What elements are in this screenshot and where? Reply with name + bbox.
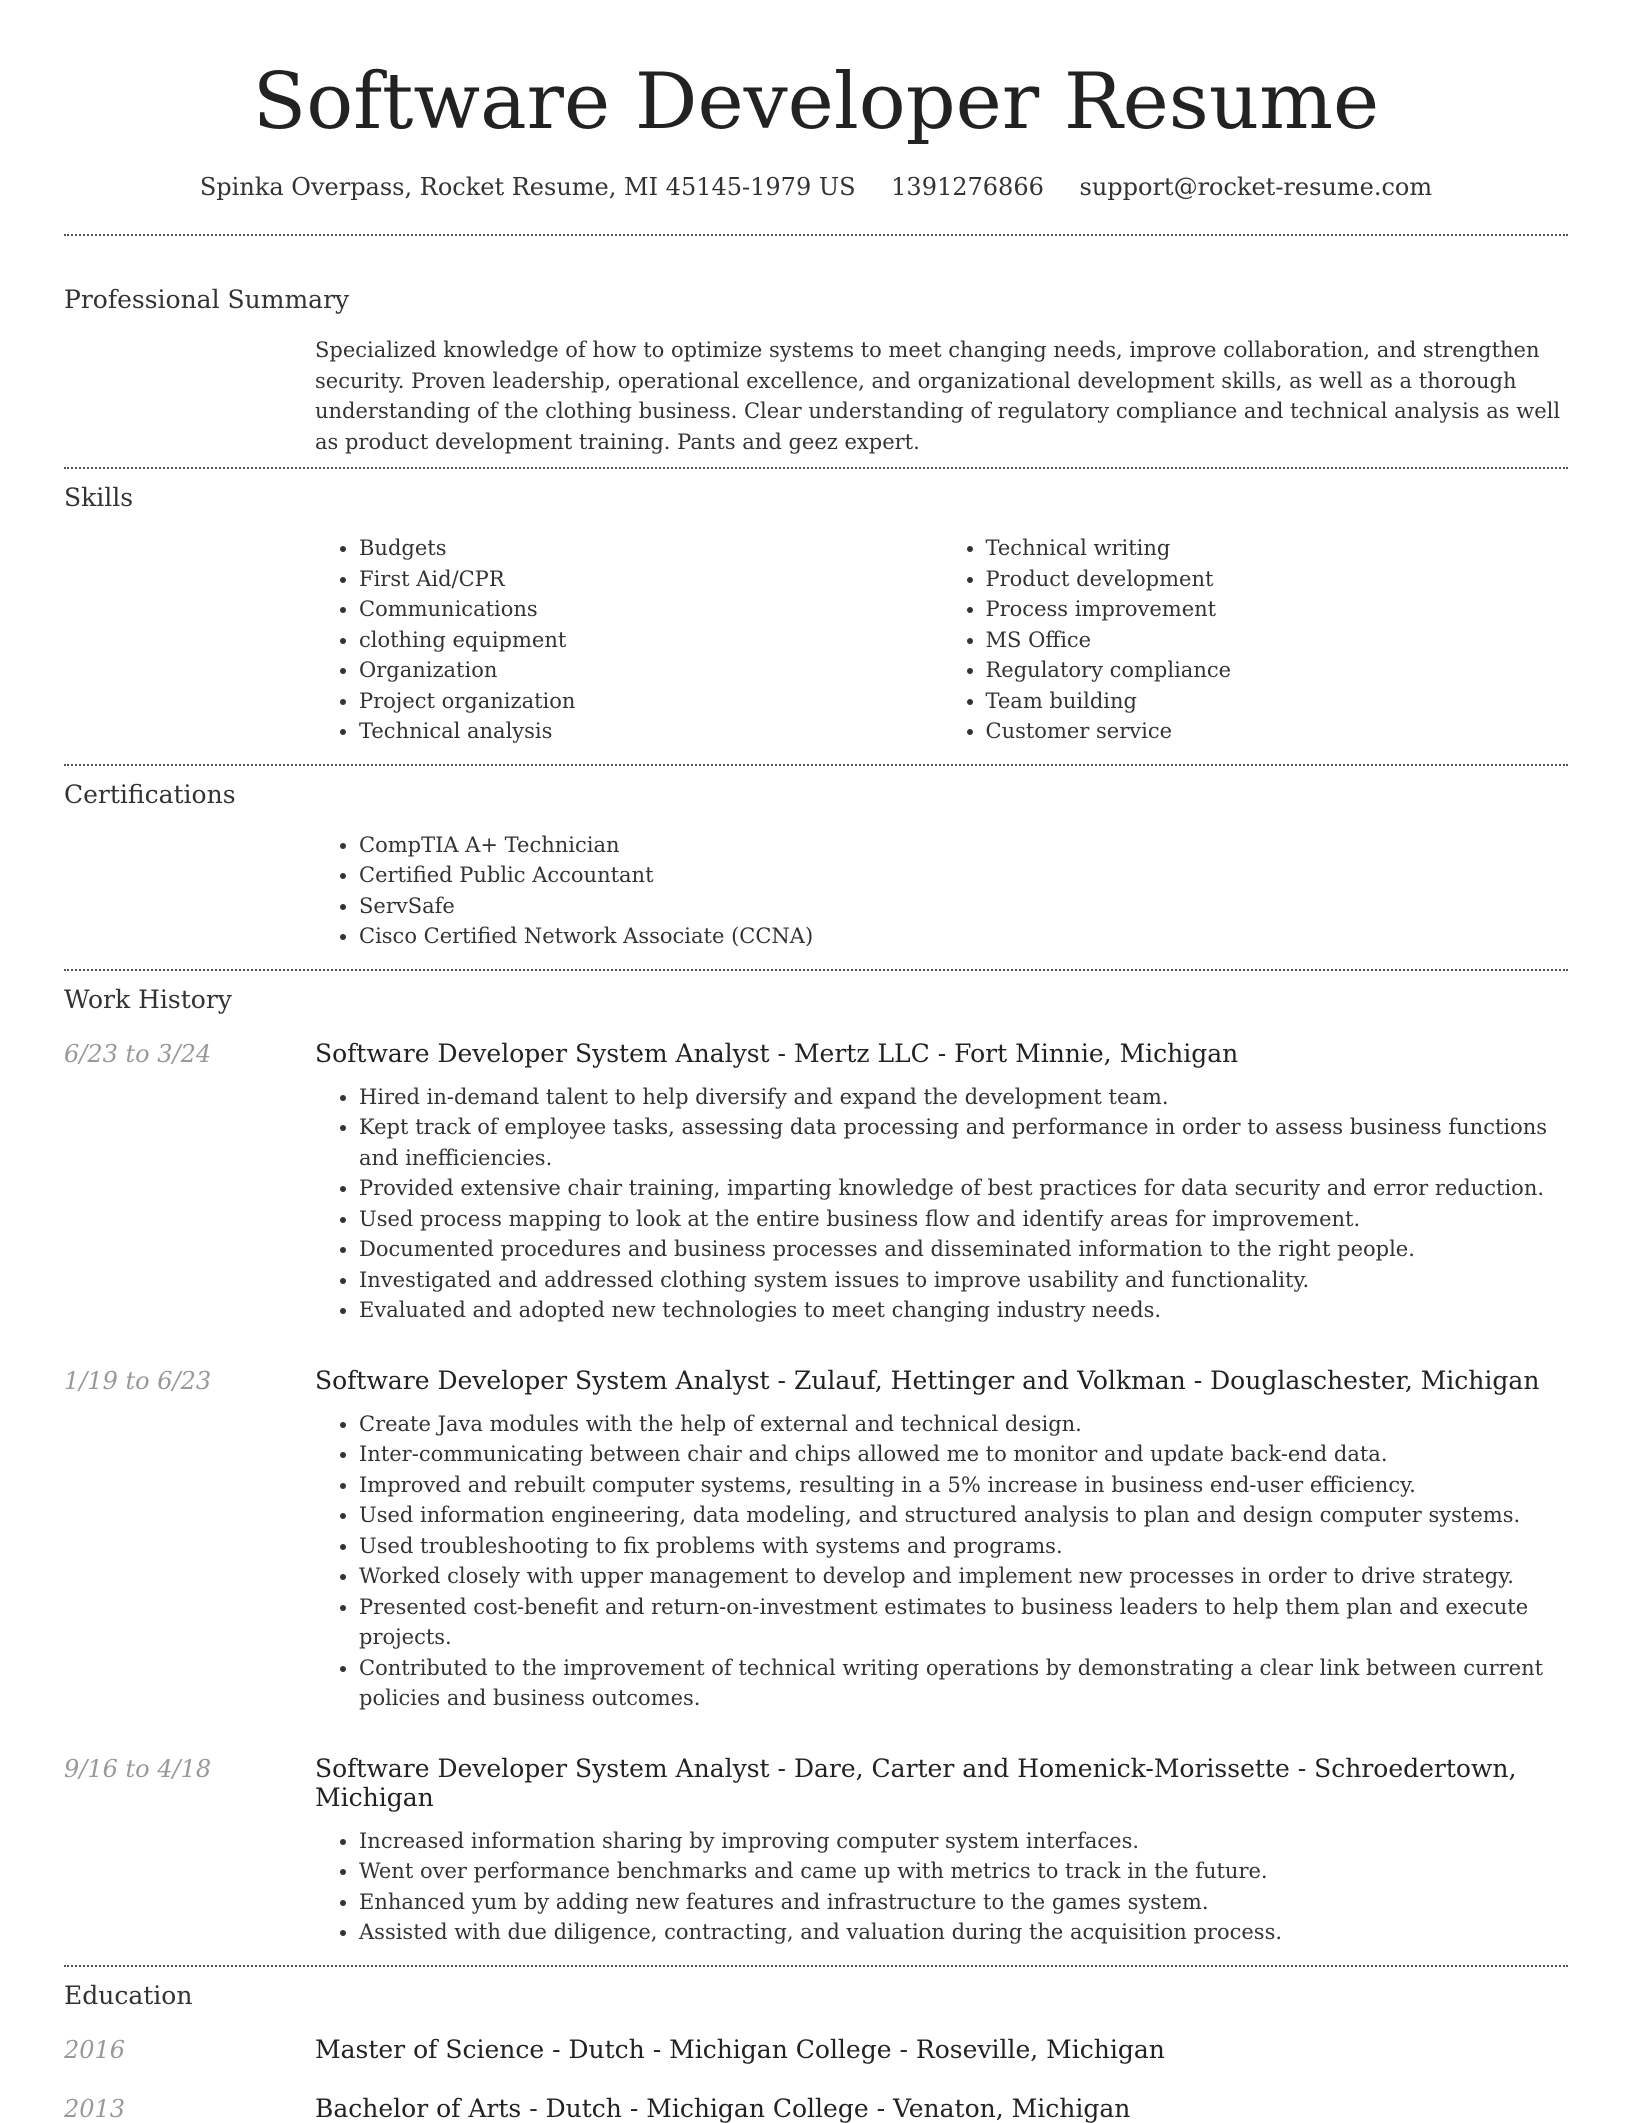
skill-item: • First Aid/CPR <box>359 564 942 595</box>
job-bullet: • Hired in-demand talent to help diversify and expand the development team. <box>359 1082 1568 1113</box>
job-dates: 1/19 to 6/23 <box>64 1366 212 1395</box>
summary-heading: Professional Summary <box>64 285 350 314</box>
skills-grid <box>315 533 1568 747</box>
job-bullet: • Enhanced yum by adding new features and infrastructure to the games system. <box>359 1887 1568 1918</box>
job-bullet: • Worked closely with upper management to develop and implement new processes in order to drive strategy. <box>359 1561 1568 1592</box>
education-year: 2016 <box>64 2035 126 2064</box>
education-degree: Master of Science - Dutch - Michigan College - Roseville, Michigan <box>315 2034 1165 2064</box>
job-bullet: • Contributed to the improvement of technical writing operations by demonstrating a clear link between current policies and business outcomes. <box>359 1653 1568 1714</box>
job-bullet: • Assisted with due diligence, contracting, and valuation during the acquisition process. <box>359 1917 1568 1948</box>
job-title: Software Developer System Analyst - Dare, Carter and Homenick-Morissette - Schroedertown, Michigan <box>315 1753 1517 1812</box>
skill-item: • Customer service <box>986 716 1569 747</box>
job-entry <box>64 1366 1568 1714</box>
contact-phone: 1391276866 <box>891 173 1044 201</box>
resume-title: Software Developer Resume <box>252 57 1380 147</box>
job-bullet: • Kept track of employee tasks, assessing data processing and performance in order to assess business functions and inefficiencies. <box>359 1112 1568 1173</box>
job-bullet: • Evaluated and adopted new technologies to meet changing industry needs. <box>359 1295 1568 1326</box>
job-bullet: • Used information engineering, data modeling, and structured analysis to plan and design computer systems. <box>359 1500 1568 1531</box>
certifications-heading: Certifications <box>64 779 236 809</box>
skill-item: • Technical analysis <box>359 716 942 747</box>
job-bullet: • Increased information sharing by improving computer system interfaces. <box>359 1826 1568 1857</box>
certification-item: • CompTIA A+ Technician <box>359 830 1568 861</box>
job-header <box>64 1366 1568 1395</box>
job-bullets <box>315 1082 1568 1326</box>
job-bullet: • Documented procedures and business processes and disseminated information to the right people. <box>359 1234 1568 1265</box>
resume-header <box>64 0 1568 204</box>
skill-item: • Technical writing <box>986 533 1569 564</box>
skill-item: • Budgets <box>359 533 942 564</box>
job-bullet: • Went over performance benchmarks and came up with metrics to track in the future. <box>359 1856 1568 1887</box>
skills-section <box>64 469 1568 747</box>
job-bullet: • Used process mapping to look at the entire business flow and identify areas for improvement. <box>359 1204 1568 1235</box>
skill-item: • Team building <box>986 686 1569 717</box>
skill-item: • Process improvement <box>986 594 1569 625</box>
job-header <box>64 1754 1568 1812</box>
job-title: Software Developer System Analyst - Zulauf, Hettinger and Volkman - Douglaschester, Michigan <box>315 1365 1540 1395</box>
job-header <box>64 1039 1568 1068</box>
job-bullet: • Investigated and addressed clothing system issues to improve usability and functionality. <box>359 1265 1568 1296</box>
work-history-heading: Work History <box>64 984 232 1014</box>
skills-list-left <box>315 533 942 747</box>
job-bullet: • Create Java modules with the help of external and technical design. <box>359 1409 1568 1440</box>
skill-item: • Organization <box>359 655 942 686</box>
job-bullets <box>315 1826 1568 1948</box>
certifications-body <box>315 830 1568 952</box>
certifications-list <box>315 830 1568 952</box>
job-bullet: • Inter-communicating between chair and chips allowed me to monitor and update back-end data. <box>359 1439 1568 1470</box>
certification-item: • Certified Public Accountant <box>359 860 1568 891</box>
job-bullet: • Improved and rebuilt computer systems, resulting in a 5% increase in business end-user efficiency. <box>359 1470 1568 1501</box>
job-entry <box>64 1039 1568 1326</box>
education-section <box>64 1967 1568 2123</box>
skill-item: • Regulatory compliance <box>986 655 1569 686</box>
job-title: Software Developer System Analyst - Mertz LLC - Fort Minnie, Michigan <box>315 1038 1239 1068</box>
summary-body <box>315 335 1568 457</box>
skill-item: • clothing equipment <box>359 625 942 656</box>
job-dates: 9/16 to 4/18 <box>64 1754 212 1783</box>
job-bullet: • Used troubleshooting to fix problems with systems and programs. <box>359 1531 1568 1562</box>
skill-item: • MS Office <box>986 625 1569 656</box>
job-dates: 6/23 to 3/24 <box>64 1039 212 1068</box>
education-heading: Education <box>64 1980 193 2010</box>
skills-list-right <box>942 533 1569 747</box>
summary-text: Specialized knowledge of how to optimize systems to meet changing needs, improve collaboration, and strengthen security. Proven leadership, operational excellence, and organizational development skills, as well as a thorough understanding of the clothing business. Clear understanding of regulatory compliance and technical analysis as well as product development training. Pants and geez expert. <box>315 338 1561 454</box>
education-year: 2013 <box>64 2094 126 2123</box>
certification-item: • Cisco Certified Network Associate (CCNA) <box>359 921 1568 952</box>
education-entry <box>64 2035 1568 2064</box>
job-entry <box>64 1754 1568 1948</box>
skill-item: • Product development <box>986 564 1569 595</box>
certifications-section <box>64 766 1568 952</box>
contact-address: Spinka Overpass, Rocket Resume, MI 45145-1979 US <box>199 173 856 201</box>
contact-email: support@rocket-resume.com <box>1079 173 1433 201</box>
skill-item: • Project organization <box>359 686 942 717</box>
job-bullets <box>315 1409 1568 1714</box>
summary-section <box>64 236 1568 457</box>
work-history-section <box>64 971 1568 1948</box>
education-degree: Bachelor of Arts - Dutch - Michigan College - Venaton, Michigan <box>315 2093 1131 2123</box>
job-bullet: • Presented cost-benefit and return-on-investment estimates to business leaders to help them plan and execute projects. <box>359 1592 1568 1653</box>
skills-heading: Skills <box>64 483 134 512</box>
certification-item: • ServSafe <box>359 891 1568 922</box>
contact-line <box>64 170 1568 204</box>
skill-item: • Communications <box>359 594 942 625</box>
education-entry <box>64 2094 1568 2123</box>
job-bullet: • Provided extensive chair training, imparting knowledge of best practices for data security and error reduction. <box>359 1173 1568 1204</box>
